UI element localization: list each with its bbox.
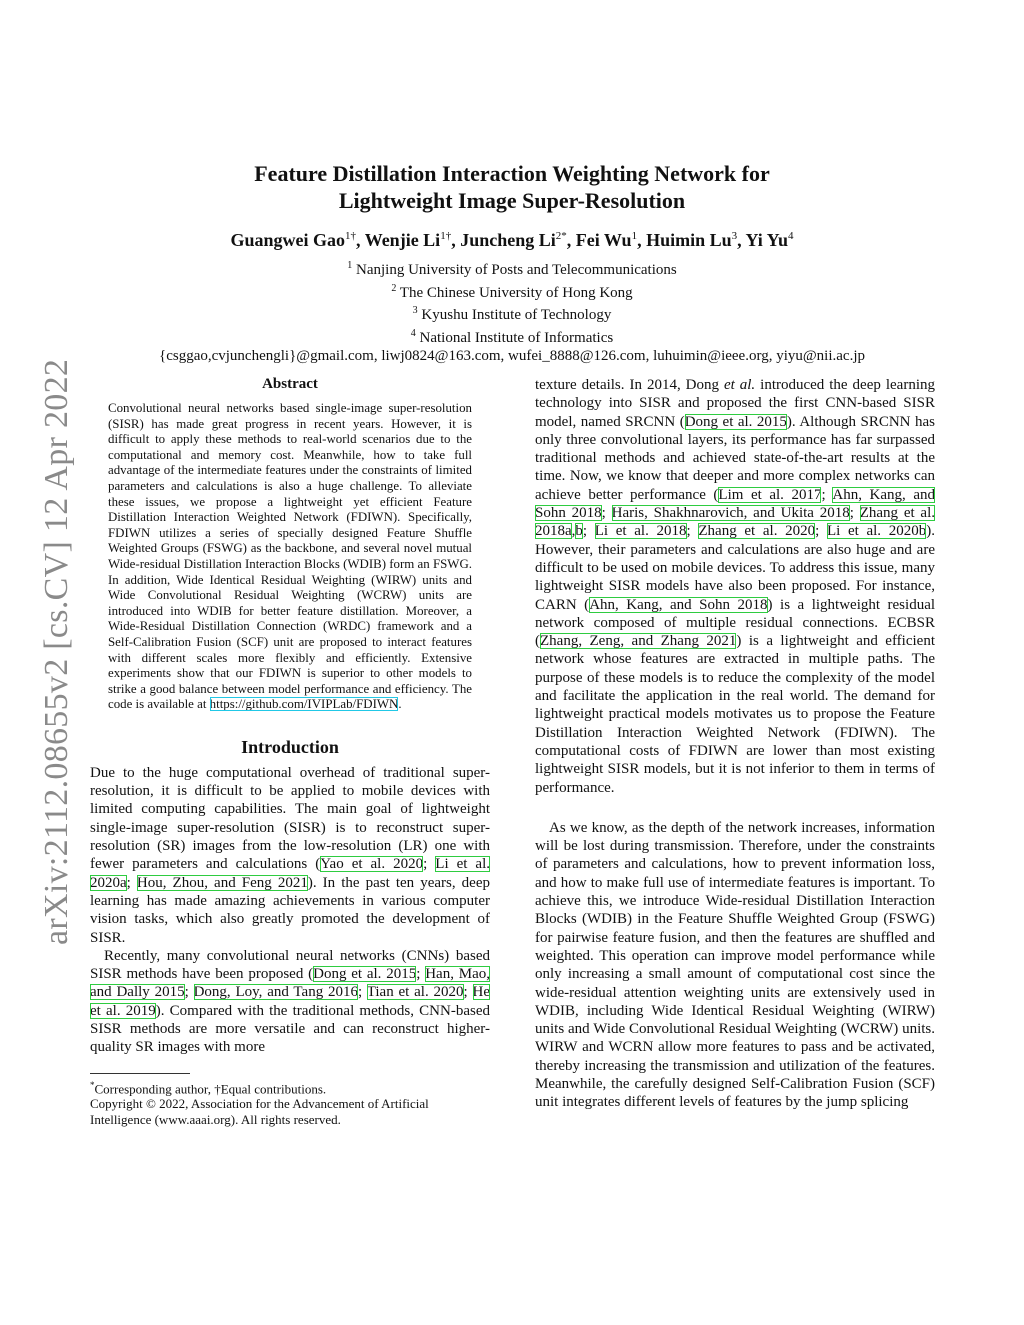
paragraph-text: introduced the deep learning technology into SISR and proposed the first CNN-based SISR model, named SRCNN ( xyxy=(535,377,935,430)
paper-title xyxy=(150,160,874,214)
citation-link[interactable]: Zhang, Zeng, and Zhang 2021 xyxy=(540,633,737,650)
paragraph-text: Recently, many convolutional neural networks (CNNs) based SISR methods have been proposed ( xyxy=(90,947,490,983)
affiliation-name: Nanjing University of Posts and Telecommunications xyxy=(356,262,677,278)
citation-separator: ; xyxy=(358,984,367,1001)
citation-link[interactable]: Ahn, Kang, and Sohn 2018 xyxy=(535,486,935,522)
citation-link[interactable]: Yao et al. 2020 xyxy=(320,856,424,873)
citation-link[interactable]: He et al. 2019 xyxy=(90,984,491,1019)
author-list: Guangwei Gao$^{1\dagger}$, Wenjie $Li^{1\dagger}$, Juncheng $Li^{2*}$, Fei Wu$^1$, Huimin Lu$^3$, Yi Yu$^4$ xyxy=(230,230,794,250)
affiliation-name: The Chinese University of Hong Kong xyxy=(399,284,633,301)
citation-link[interactable]: Li et al. 2020a xyxy=(90,856,491,891)
citation-separator: ; xyxy=(423,856,436,873)
affiliation-number: 1 xyxy=(347,260,353,271)
author-mark: 4 xyxy=(788,230,794,242)
footnote-corresponding xyxy=(90,1078,490,1097)
citation-separator: ; xyxy=(601,505,612,522)
affiliation-name: National Institute of Informatics xyxy=(419,329,614,346)
paragraph-text: ) is a lightweight residual network composed of multiple residual connections. ECBSR ( xyxy=(535,596,936,650)
paragraph-text: ). However, their parameters and calculations are also huge and are difficult to be used on mobile devices. To address this issue, many lightweight SISR models have also been proposed. For instance, CARN ( xyxy=(535,523,935,613)
title-line-2: Lightweight Image Super-Resolution xyxy=(338,188,686,213)
paragraph-text: texture details. In 2014, Dong xyxy=(535,377,724,393)
abstract-end: . xyxy=(398,697,402,712)
affiliation-line xyxy=(100,325,924,348)
citation-link[interactable]: Dong, Loy, and Tang 2016 xyxy=(193,984,359,1001)
citation-link[interactable]: b xyxy=(575,523,583,540)
citation-separator: ; xyxy=(184,984,194,1001)
citation-link[interactable]: Tian et al. 2020 xyxy=(366,984,464,1001)
code-url-link[interactable]: https://github.com/IVIPLab/FDIWN xyxy=(209,697,399,712)
affiliations xyxy=(100,257,924,366)
citation-separator: , xyxy=(571,523,576,540)
footnote-divider xyxy=(90,1073,190,1074)
abstract-text xyxy=(90,401,490,713)
arxiv-identifier: arXiv:2112.08655v2 [cs.CV] 12 Apr 2022 xyxy=(38,358,75,945)
author-name: Yi Yu xyxy=(745,230,788,250)
affiliation-line xyxy=(100,257,924,280)
citation-separator: ; xyxy=(849,505,860,522)
paragraph-text: ). Compared with the traditional methods, CNN-based SISR methods are more versatile and can reconstruct higher-quality SR images with more xyxy=(90,1002,490,1056)
affiliation-number: 2 xyxy=(391,282,397,294)
citation-link[interactable]: Li et al. 2020b xyxy=(826,523,927,540)
citation-separator: ; xyxy=(686,523,699,540)
citation-separator: ; xyxy=(416,966,426,983)
author-name: Guangwei Gao xyxy=(230,230,345,250)
author-name: Fei Wu xyxy=(575,230,632,250)
citation-link[interactable]: Haris, Shakhnarovich, and Ukita 2018 xyxy=(611,505,850,522)
paragraph-text: ) is a lightweight and efficient network whose features are extracted in multiple paths. The purpose of these models is to reduce the complexity of the model and facilitate the application in the real world. The demand for lightweight practical models motivates us to propose the Feature Distillation Interaction Weighted Network (FDIWN). The computational costs of FDIWN are lower than most existing lightweight SISR models, but it is not inferior to them in terms of performance. xyxy=(535,633,935,796)
right-paragraph-2: As we know, as the depth of the network increases, information will be lost during transmission. Therefore, under the constraints of parameters and calculations, how to prevent information loss, and how to make full use of intermediate features is important. To achieve this, we introduce Wide-residual Distillation Interaction Blocks (WDIB) in the Feature Shuffle Weighted Group (FSWG) for pairwise feature fusion, and then the features are shuffled and weighted. This operation can improve model performance while only increasing a small amount of computational cost since the wide-residual attention weighting units are extensively used in WDIB, including Wide Identical Residual Weighting (WIRW) units and Wide Convolutional Residual Weighting (WCRW) units. WIRW and WCRN allow more features to pass and be activated, thereby increasing the transmission and utilization of the features. Meanwhile, the carefully designed Self-Calibration Fusion (SCF) unit integrates different levels of features by the jump splicing xyxy=(535,819,935,1111)
citation-link[interactable]: Lim et al. 2017 xyxy=(718,486,822,503)
citation-link[interactable]: Li et al. 2018 xyxy=(594,523,687,540)
citation-link[interactable]: Ahn, Kang, and Sohn 2018 xyxy=(589,596,768,613)
left-column xyxy=(90,376,490,1127)
affiliation-line xyxy=(100,302,924,325)
affiliation-number: 4 xyxy=(410,327,416,339)
author-mark: 1† xyxy=(345,230,356,242)
citation-separator: ; xyxy=(126,874,137,891)
copyright-notice: Copyright © 2022, Association for the Advancement of Artificial Intelligence (www.aaai.org). All rights reserved. xyxy=(90,1096,429,1127)
author-mark: 2* xyxy=(555,230,567,242)
affiliation-number: 3 xyxy=(412,305,418,316)
intro-paragraph-1 xyxy=(90,764,490,947)
abstract-body: Convolutional neural networks based single-image super-resolution (SISR) has made great progress in recent years. However, it is difficult to apply these methods to real-world scenarios due to the computational and memory cost. Meanwhile, how to take full advantage of the intermediate features under the constraints of limited parameters and calculations is also a huge challenge. To alleviate these issues, we propose a lightweight yet efficient Feature Distillation Interaction Weighted Network (FDIWN). Specifically, FDIWN utilizes a series of specially designed Feature Shuffle Weighted Groups (FSWG) as the backbone, and several novel mutual Wide-residual Distillation Interaction Blocks (WDIB) form an FSWG. In addition, Wide Identical Residual Weighting (WIRW) units and Wide Convolutional Residual Weighting (WCRW) units are introduced into WDIB for better feature distillation. Moreover, a Wide-Residual Distillation Connection (WRDC) framework and a Self-Calibration Fusion (SCF) unit are proposed to interact features with different scales more flexibly and efficiently. Extensive experiments show that our FDIWN is superior to other models to strike a good balance between model performance and efficiency. The code is available at xyxy=(108,401,472,712)
author-name: Wenjie Li xyxy=(364,230,441,250)
footnote-text: Corresponding author, †Equal contributions. xyxy=(94,1080,327,1096)
email-line: {csggao,cvjunchengli}@gmail.com, liwj0824@163.com, wufei_8888@126.com, luhuimin@ieee.org, yiyu@nii.ac.jp xyxy=(159,348,865,364)
introduction-heading: Introduction xyxy=(241,736,339,757)
et-al-italic: et al. xyxy=(723,377,756,393)
author-mark: 1† xyxy=(440,230,452,242)
citation-separator: ; xyxy=(582,523,595,540)
paragraph-text: Due to the huge computational overhead of traditional super-resolution, it is difficult to be applied to mobile devices with limited computing capabilities. The main goal of lightweight single-image super-resolution (SISR) is to reconstruct super-resolution (SR) images from the low-resolution (LR) one with fewer parameters and calculations ( xyxy=(90,764,490,873)
citation-link[interactable]: Han, Mao, and Dally 2015 xyxy=(90,966,490,1001)
author-mark: 3 xyxy=(731,230,738,242)
title-line-1: Feature Distillation Interaction Weighting Network for xyxy=(254,161,770,186)
footnote-star: * xyxy=(90,1079,95,1090)
footnote xyxy=(90,1078,490,1128)
intro-paragraph-2 xyxy=(90,947,490,1057)
citation-link[interactable]: Dong et al. 2015 xyxy=(684,413,787,430)
abstract-heading: Abstract xyxy=(262,376,318,392)
paragraph-text: ). Although SRCNN has only three convolutional layers, its performance has far surpassed traditional methods and achieved state-of-the-art results at the time. Now, we know that deeper and more complex networks can achieve better performance ( xyxy=(535,413,935,503)
right-paragraph-1 xyxy=(535,376,935,797)
affiliation-name: Kyushu Institute of Technology xyxy=(421,307,612,323)
citation-separator: ; xyxy=(815,523,827,540)
paragraph-text: ). In the past ten years, deep learning has made amazing achievements in various computer vision tasks, which also greatly promoted the development of SISR. xyxy=(90,874,490,946)
citation-separator: ; xyxy=(821,486,833,503)
right-column xyxy=(535,376,935,1112)
author-name: Huimin Lu xyxy=(646,230,732,250)
affiliation-line xyxy=(100,280,924,303)
author-name: Juncheng Li xyxy=(460,230,556,250)
citation-separator: ; xyxy=(463,984,473,1001)
citation-link[interactable]: Hou, Zhou, and Feng 2021 xyxy=(136,874,308,891)
citation-link[interactable]: Zhang et al. 2018a xyxy=(535,505,936,540)
citation-link[interactable]: Dong et al. 2015 xyxy=(313,966,417,983)
citation-link[interactable]: Zhang et al. 2020 xyxy=(698,523,816,540)
author-mark: 1 xyxy=(631,230,638,242)
